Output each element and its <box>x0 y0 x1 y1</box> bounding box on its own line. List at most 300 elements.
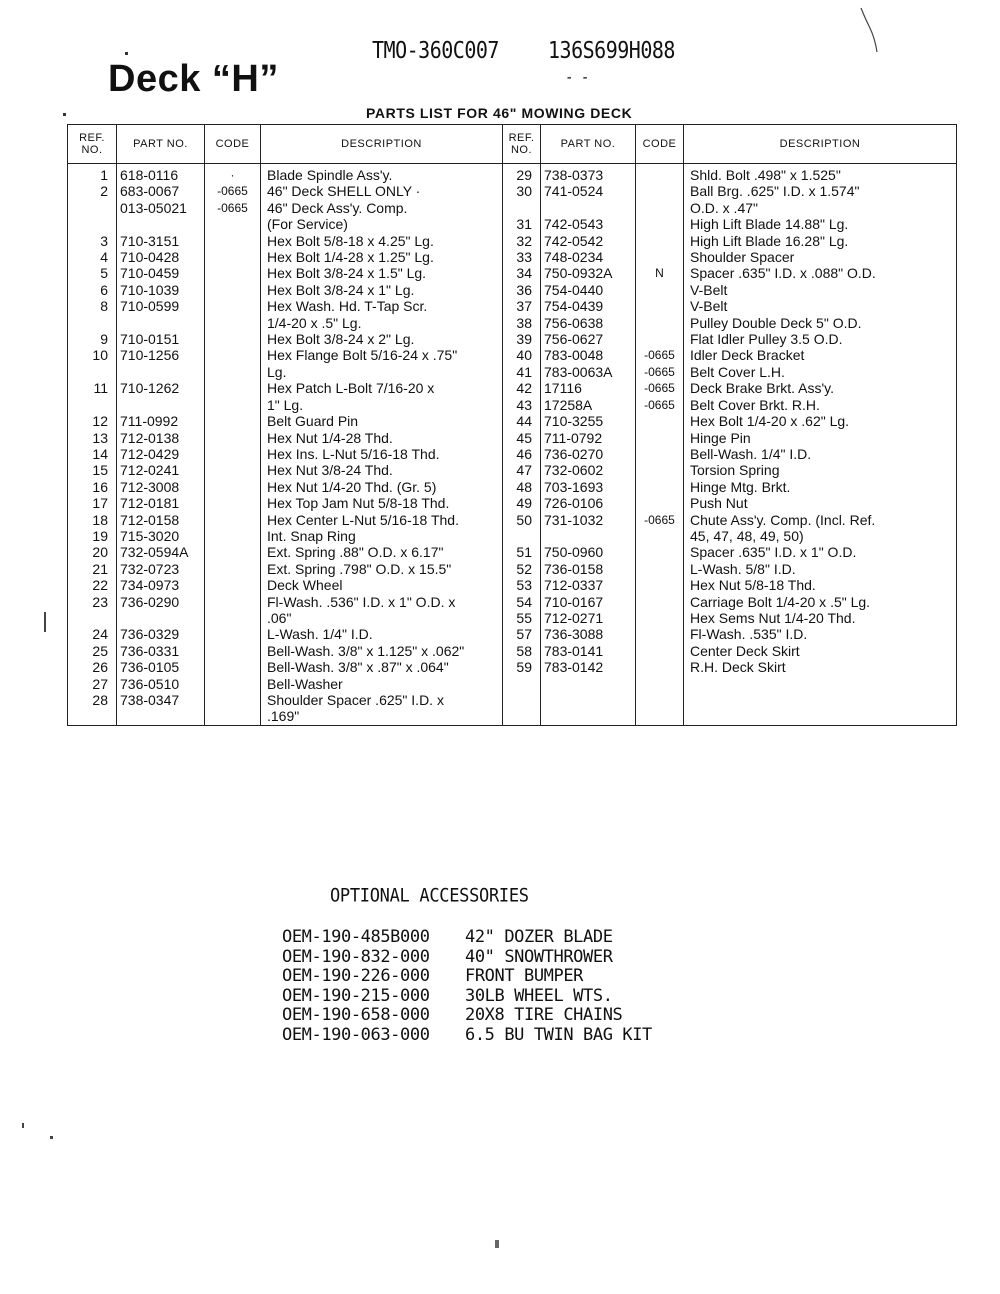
cell-description-left: Hex Bolt 5/8-18 x 4.25" Lg. <box>261 233 503 249</box>
cell-part-right: 783-0141 <box>541 643 636 659</box>
table-row <box>68 430 957 446</box>
cell-part-right: 783-0048 <box>541 347 636 363</box>
cell-part-left: 712-0429 <box>117 446 205 462</box>
cell-part-right <box>541 528 636 544</box>
cell-description-right: Fl-Wash. .535" I.D. <box>684 626 957 642</box>
cell-description-right: Shld. Bolt .498" x 1.525" <box>684 164 957 184</box>
cell-code-left <box>205 430 261 446</box>
cell-description-left: 46" Deck Ass'y. Comp. <box>261 200 503 216</box>
cell-part-left <box>117 397 205 413</box>
cell-ref-right: 48 <box>503 479 541 495</box>
accessory-item <box>282 987 652 1007</box>
cell-ref-right: 42 <box>503 380 541 396</box>
table-row <box>68 708 957 725</box>
cell-description-left: .169" <box>261 708 503 725</box>
cell-code-right <box>636 183 684 199</box>
cell-code-right <box>636 462 684 478</box>
cell-description-right: L-Wash. 5/8" I.D. <box>684 561 957 577</box>
cell-ref-left: 26 <box>68 659 117 675</box>
table-row <box>68 249 957 265</box>
cell-ref-right: 31 <box>503 216 541 232</box>
cell-description-left: Bell-Wash. 3/8" x 1.125" x .062" <box>261 643 503 659</box>
cell-description-right: R.H. Deck Skirt <box>684 659 957 675</box>
cell-ref-left <box>68 315 117 331</box>
cell-part-left: 712-0158 <box>117 512 205 528</box>
cell-description-left: 1" Lg. <box>261 397 503 413</box>
cell-description-left: Lg. <box>261 364 503 380</box>
cell-description-left: Hex Bolt 3/8-24 x 1" Lg. <box>261 282 503 298</box>
cell-ref-right: 37 <box>503 298 541 314</box>
accessories-list <box>282 928 652 1045</box>
scan-mark <box>855 4 885 56</box>
cell-ref-left: 20 <box>68 544 117 560</box>
cell-ref-left <box>68 200 117 216</box>
cell-ref-left: 5 <box>68 265 117 281</box>
cell-code-left <box>205 561 261 577</box>
cell-ref-left <box>68 708 117 725</box>
cell-description-right: Carriage Bolt 1/4-20 x .5" Lg. <box>684 594 957 610</box>
cell-description-right <box>684 692 957 708</box>
cell-description-left: Hex Nut 1/4-20 Thd. (Gr. 5) <box>261 479 503 495</box>
cell-code-left <box>205 626 261 642</box>
cell-part-left: 710-1256 <box>117 347 205 363</box>
cell-code-right: -0665 <box>636 380 684 396</box>
cell-ref-right: 52 <box>503 561 541 577</box>
cell-part-right: 726-0106 <box>541 495 636 511</box>
cell-description-left: Hex Flange Bolt 5/16-24 x .75" <box>261 347 503 363</box>
accessory-description: 42" DOZER BLADE <box>465 927 613 947</box>
cell-code-left <box>205 676 261 692</box>
cell-description-right: Chute Ass'y. Comp. (Incl. Ref. <box>684 512 957 528</box>
cell-ref-left <box>68 610 117 626</box>
cell-part-left: 715-3020 <box>117 528 205 544</box>
cell-description-right: Hex Sems Nut 1/4-20 Thd. <box>684 610 957 626</box>
cell-description-right: Deck Brake Brkt. Ass'y. <box>684 380 957 396</box>
cell-description-right: V-Belt <box>684 282 957 298</box>
accessory-item <box>282 928 652 948</box>
cell-part-left: 736-0290 <box>117 594 205 610</box>
table-row <box>68 282 957 298</box>
cell-code-left <box>205 331 261 347</box>
cell-part-left: 736-0329 <box>117 626 205 642</box>
cell-description-left: L-Wash. 1/4" I.D. <box>261 626 503 642</box>
cell-code-right <box>636 643 684 659</box>
cell-code-right <box>636 544 684 560</box>
cell-code-left <box>205 446 261 462</box>
accessories-title: OPTIONAL ACCESSORIES <box>330 885 529 907</box>
cell-part-left: 712-0241 <box>117 462 205 478</box>
table-row <box>68 594 957 610</box>
header-ref-left: REF. NO. <box>68 125 117 164</box>
cell-description-right: Belt Cover Brkt. R.H. <box>684 397 957 413</box>
table-row <box>68 331 957 347</box>
cell-part-left: 712-0181 <box>117 495 205 511</box>
table-row <box>68 233 957 249</box>
cell-ref-right: 43 <box>503 397 541 413</box>
cell-description-right <box>684 676 957 692</box>
cell-ref-left: 10 <box>68 347 117 363</box>
cell-ref-left: 9 <box>68 331 117 347</box>
cell-code-left: -0665 <box>205 183 261 199</box>
cell-ref-left: 15 <box>68 462 117 478</box>
cell-description-right: Center Deck Skirt <box>684 643 957 659</box>
cell-part-right: 17258A <box>541 397 636 413</box>
cell-ref-left: 4 <box>68 249 117 265</box>
cell-code-right: N <box>636 265 684 281</box>
accessory-description: 20X8 TIRE CHAINS <box>465 1005 623 1025</box>
table-row <box>68 659 957 675</box>
cell-code-right <box>636 249 684 265</box>
cell-description-left: .06" <box>261 610 503 626</box>
cell-description-left: Fl-Wash. .536" I.D. x 1" O.D. x <box>261 594 503 610</box>
cell-description-right: Hex Nut 5/8-18 Thd. <box>684 577 957 593</box>
cell-part-left: 618-0116 <box>117 164 205 184</box>
table-row <box>68 561 957 577</box>
cell-part-right: 731-1032 <box>541 512 636 528</box>
cell-code-right <box>636 315 684 331</box>
cell-part-left: 712-0138 <box>117 430 205 446</box>
cell-code-left <box>205 462 261 478</box>
cell-code-left <box>205 413 261 429</box>
accessory-part-number: OEM-190-226-000 <box>282 966 430 986</box>
cell-description-right: Shoulder Spacer <box>684 249 957 265</box>
cell-part-right: 754-0439 <box>541 298 636 314</box>
cell-code-left <box>205 216 261 232</box>
scan-speck <box>63 113 66 116</box>
cell-description-left: Bell-Washer <box>261 676 503 692</box>
table-row <box>68 347 957 363</box>
cell-ref-right: 36 <box>503 282 541 298</box>
cell-ref-right: 50 <box>503 512 541 528</box>
header-ref-right: REF. NO. <box>503 125 541 164</box>
parts-table <box>67 124 957 726</box>
cell-ref-right: 49 <box>503 495 541 511</box>
cell-ref-left: 25 <box>68 643 117 659</box>
cell-description-left: Hex Ins. L-Nut 5/16-18 Thd. <box>261 446 503 462</box>
table-row <box>68 298 957 314</box>
cell-ref-right: 30 <box>503 183 541 199</box>
cell-ref-right <box>503 200 541 216</box>
cell-ref-right: 53 <box>503 577 541 593</box>
cell-part-left: 734-0973 <box>117 577 205 593</box>
cell-description-right: Idler Deck Bracket <box>684 347 957 363</box>
cell-ref-left <box>68 216 117 232</box>
cell-part-left: 710-1039 <box>117 282 205 298</box>
parts-list-title: PARTS LIST FOR 46" MOWING DECK <box>366 105 633 121</box>
cell-description-right: Ball Brg. .625" I.D. x 1.574" <box>684 183 957 199</box>
cell-ref-right: 34 <box>503 265 541 281</box>
cell-part-right: 750-0960 <box>541 544 636 560</box>
cell-code-right <box>636 479 684 495</box>
table-row <box>68 577 957 593</box>
cell-code-left <box>205 528 261 544</box>
cell-part-left: 736-0510 <box>117 676 205 692</box>
cell-ref-right <box>503 676 541 692</box>
cell-description-right: 45, 47, 48, 49, 50) <box>684 528 957 544</box>
cell-description-right: Flat Idler Pulley 3.5 O.D. <box>684 331 957 347</box>
accessory-part-number: OEM-190-485B000 <box>282 927 430 947</box>
cell-code-left <box>205 479 261 495</box>
cell-ref-left: 17 <box>68 495 117 511</box>
cell-ref-right: 39 <box>503 331 541 347</box>
cell-part-right <box>541 692 636 708</box>
cell-description-right: O.D. x .47" <box>684 200 957 216</box>
cell-description-right: Hex Bolt 1/4-20 x .62" Lg. <box>684 413 957 429</box>
cell-ref-left <box>68 397 117 413</box>
cell-code-right <box>636 708 684 725</box>
cell-part-right: 736-3088 <box>541 626 636 642</box>
scan-speck <box>495 1240 499 1248</box>
table-row <box>68 364 957 380</box>
cell-description-right: Hinge Pin <box>684 430 957 446</box>
accessory-part-number: OEM-190-063-000 <box>282 1024 430 1045</box>
cell-part-right: 742-0543 <box>541 216 636 232</box>
cell-part-right <box>541 708 636 725</box>
cell-description-left: Bell-Wash. 3/8" x .87" x .064" <box>261 659 503 675</box>
cell-code-right <box>636 594 684 610</box>
cell-code-right <box>636 216 684 232</box>
cell-part-right: 738-0373 <box>541 164 636 184</box>
cell-ref-right: 51 <box>503 544 541 560</box>
cell-ref-right: 40 <box>503 347 541 363</box>
cell-code-right <box>636 561 684 577</box>
cell-description-left: Hex Bolt 1/4-28 x 1.25" Lg. <box>261 249 503 265</box>
cell-ref-right: 33 <box>503 249 541 265</box>
cell-part-right: 741-0524 <box>541 183 636 199</box>
cell-description-left: Belt Guard Pin <box>261 413 503 429</box>
cell-ref-right: 57 <box>503 626 541 642</box>
cell-description-right: V-Belt <box>684 298 957 314</box>
cell-part-right: 17116 <box>541 380 636 396</box>
table-row <box>68 626 957 642</box>
cell-part-right: 732-0602 <box>541 462 636 478</box>
cell-description-left: Hex Bolt 3/8-24 x 1.5" Lg. <box>261 265 503 281</box>
cell-code-right <box>636 430 684 446</box>
table-row <box>68 265 957 281</box>
cell-code-right <box>636 331 684 347</box>
cell-description-left: Hex Bolt 3/8-24 x 2" Lg. <box>261 331 503 347</box>
cell-code-left <box>205 233 261 249</box>
dash-mark: - - <box>565 68 589 88</box>
serial-code: 136S699H088 <box>548 36 675 64</box>
cell-description-left: Ext. Spring .798" O.D. x 15.5" <box>261 561 503 577</box>
cell-code-left <box>205 610 261 626</box>
cell-code-right <box>636 413 684 429</box>
cell-ref-right: 45 <box>503 430 541 446</box>
accessory-part-number: OEM-190-658-000 <box>282 1005 430 1025</box>
cell-code-right: -0665 <box>636 364 684 380</box>
cell-description-left: Hex Patch L-Bolt 7/16-20 x <box>261 380 503 396</box>
cell-description-right: Pulley Double Deck 5" O.D. <box>684 315 957 331</box>
cell-code-left <box>205 495 261 511</box>
header-code-left: CODE <box>205 125 261 164</box>
cell-part-right: 712-0271 <box>541 610 636 626</box>
cell-code-left: · <box>205 164 261 184</box>
table-row <box>68 216 957 232</box>
cell-code-right <box>636 610 684 626</box>
cell-ref-left: 21 <box>68 561 117 577</box>
cell-description-right: Push Nut <box>684 495 957 511</box>
table-row <box>68 380 957 396</box>
cell-description-right: Bell-Wash. 1/4" I.D. <box>684 446 957 462</box>
cell-description-right <box>684 708 957 725</box>
model-code: TMO-360C007 <box>372 36 499 64</box>
cell-code-left <box>205 397 261 413</box>
cell-ref-right: 38 <box>503 315 541 331</box>
cell-description-right: Belt Cover L.H. <box>684 364 957 380</box>
cell-part-left: 736-0331 <box>117 643 205 659</box>
header-code-right: CODE <box>636 125 684 164</box>
cell-description-right: Spacer .635" I.D. x 1" O.D. <box>684 544 957 560</box>
cell-code-right <box>636 528 684 544</box>
table-row <box>68 528 957 544</box>
cell-part-left: 732-0594A <box>117 544 205 560</box>
cell-description-right: High Lift Blade 16.28" Lg. <box>684 233 957 249</box>
cell-ref-right: 46 <box>503 446 541 462</box>
cell-part-left <box>117 610 205 626</box>
cell-part-right <box>541 676 636 692</box>
cell-code-right <box>636 659 684 675</box>
cell-code-right <box>636 164 684 184</box>
cell-ref-left: 2 <box>68 183 117 199</box>
cell-part-left: 710-0428 <box>117 249 205 265</box>
cell-part-right: 712-0337 <box>541 577 636 593</box>
table-header-row <box>68 125 957 164</box>
cell-ref-left <box>68 364 117 380</box>
accessory-description: FRONT BUMPER <box>465 966 584 986</box>
cell-ref-left: 22 <box>68 577 117 593</box>
cell-part-left: 013-05021 <box>117 200 205 216</box>
accessory-part-number: OEM-190-832-000 <box>282 946 430 967</box>
header-description-right: DESCRIPTION <box>684 125 957 164</box>
cell-ref-right <box>503 692 541 708</box>
cell-ref-left: 14 <box>68 446 117 462</box>
cell-ref-left: 27 <box>68 676 117 692</box>
cell-ref-left: 23 <box>68 594 117 610</box>
cell-description-right: Hinge Mtg. Brkt. <box>684 479 957 495</box>
cell-description-left: Hex Nut 3/8-24 Thd. <box>261 462 503 478</box>
cell-description-left: Blade Spindle Ass'y. <box>261 164 503 184</box>
scan-speck <box>50 1136 53 1139</box>
table-row <box>68 397 957 413</box>
cell-part-left: 710-0459 <box>117 265 205 281</box>
header-part-left: PART NO. <box>117 125 205 164</box>
cell-code-left <box>205 708 261 725</box>
cell-description-right: High Lift Blade 14.88" Lg. <box>684 216 957 232</box>
cell-ref-right: 41 <box>503 364 541 380</box>
cell-part-right: 783-0142 <box>541 659 636 675</box>
accessory-item <box>282 1026 652 1046</box>
cell-ref-left: 13 <box>68 430 117 446</box>
cell-code-left <box>205 659 261 675</box>
table-row <box>68 512 957 528</box>
cell-part-left: 710-0599 <box>117 298 205 314</box>
table-row <box>68 479 957 495</box>
cell-code-left <box>205 594 261 610</box>
cell-code-right <box>636 446 684 462</box>
cell-part-right: 783-0063A <box>541 364 636 380</box>
cell-part-left: 732-0723 <box>117 561 205 577</box>
cell-part-right: 750-0932A <box>541 265 636 281</box>
cell-part-right: 711-0792 <box>541 430 636 446</box>
cell-ref-right: 32 <box>503 233 541 249</box>
cell-part-right: 756-0638 <box>541 315 636 331</box>
cell-description-left: Shoulder Spacer .625" I.D. x <box>261 692 503 708</box>
table-row <box>68 610 957 626</box>
cell-part-right: 710-3255 <box>541 413 636 429</box>
cell-ref-left: 28 <box>68 692 117 708</box>
cell-part-right: 736-0158 <box>541 561 636 577</box>
cell-code-left <box>205 364 261 380</box>
cell-code-right <box>636 495 684 511</box>
cell-part-left: 738-0347 <box>117 692 205 708</box>
cell-ref-right: 59 <box>503 659 541 675</box>
scan-speck <box>22 1123 24 1128</box>
scan-speck <box>125 52 128 55</box>
cell-part-right: 756-0627 <box>541 331 636 347</box>
cell-code-right: -0665 <box>636 347 684 363</box>
cell-code-left <box>205 380 261 396</box>
table-row <box>68 495 957 511</box>
cell-part-right <box>541 200 636 216</box>
cell-ref-left: 12 <box>68 413 117 429</box>
parts-table-body <box>68 164 957 726</box>
cell-part-left: 710-1262 <box>117 380 205 396</box>
table-row <box>68 413 957 429</box>
cell-code-right <box>636 577 684 593</box>
cell-description-left: 1/4-20 x .5" Lg. <box>261 315 503 331</box>
cell-part-left <box>117 315 205 331</box>
cell-part-left: 710-0151 <box>117 331 205 347</box>
cell-ref-right: 47 <box>503 462 541 478</box>
accessory-item <box>282 1006 652 1026</box>
cell-part-left <box>117 708 205 725</box>
cell-code-right <box>636 282 684 298</box>
cell-code-left <box>205 347 261 363</box>
accessory-item <box>282 967 652 987</box>
cell-part-left: 711-0992 <box>117 413 205 429</box>
cell-description-left: 46" Deck SHELL ONLY · <box>261 183 503 199</box>
cell-code-right <box>636 626 684 642</box>
cell-description-right: Torsion Spring <box>684 462 957 478</box>
cell-ref-right <box>503 708 541 725</box>
accessory-part-number: OEM-190-215-000 <box>282 985 430 1006</box>
header-part-right: PART NO. <box>541 125 636 164</box>
cell-ref-left: 6 <box>68 282 117 298</box>
cell-code-left <box>205 692 261 708</box>
cell-part-left: 683-0067 <box>117 183 205 199</box>
table-row <box>68 183 957 199</box>
cell-part-right: 703-1693 <box>541 479 636 495</box>
cell-ref-left: 19 <box>68 528 117 544</box>
cell-ref-left: 11 <box>68 380 117 396</box>
cell-code-left: -0665 <box>205 200 261 216</box>
accessory-description: 6.5 BU TWIN BAG KIT <box>465 1024 652 1045</box>
cell-part-right: 754-0440 <box>541 282 636 298</box>
cell-part-right: 742-0542 <box>541 233 636 249</box>
cell-code-right <box>636 233 684 249</box>
cell-code-right: -0665 <box>636 397 684 413</box>
table-row <box>68 544 957 560</box>
table-row <box>68 462 957 478</box>
cell-code-left <box>205 249 261 265</box>
cell-ref-right: 55 <box>503 610 541 626</box>
cell-code-left <box>205 577 261 593</box>
cell-ref-left: 16 <box>68 479 117 495</box>
cell-code-right <box>636 692 684 708</box>
cell-description-left: Hex Nut 1/4-28 Thd. <box>261 430 503 446</box>
cell-description-left: Hex Wash. Hd. T-Tap Scr. <box>261 298 503 314</box>
